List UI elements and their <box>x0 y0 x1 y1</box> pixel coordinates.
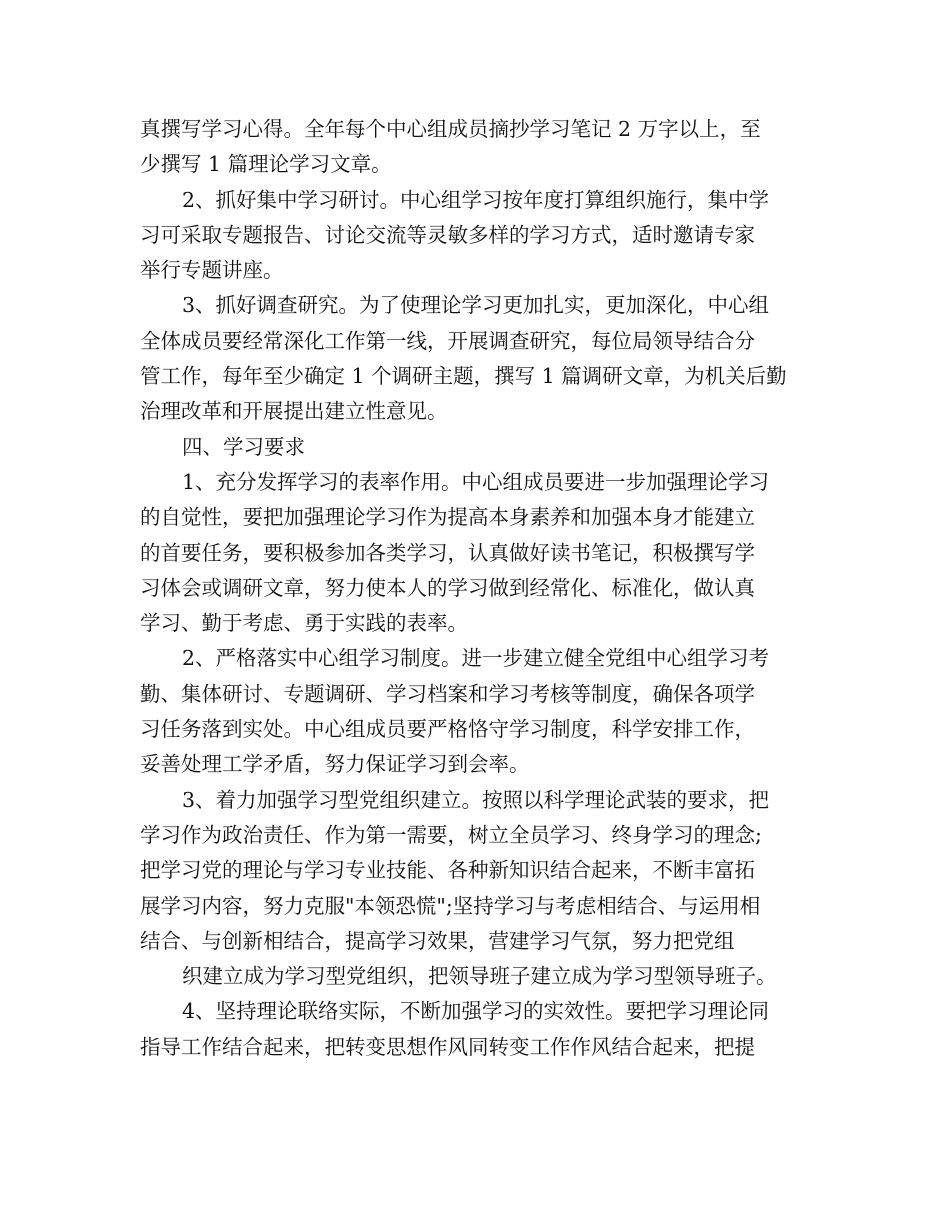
text-line: 习体会或调研文章，努力使本人的学习做到经常化、标准化，做认真 <box>140 575 755 600</box>
text-line: 2、严格落实中心组学习制度。进一步建立健全党组中心组学习考 <box>182 646 770 671</box>
text-line: 把学习党的理论与学习专业技能、各种新知识结合起来，不断丰富拓 <box>140 858 755 883</box>
text-line: 的首要任务，要积极参加各类学习，认真做好读书笔记，积极撰写学 <box>140 540 755 565</box>
text-line: 习任务落到实处。中心组成员要严格恪守学习制度，科学安排工作， <box>140 717 755 742</box>
text-line: 展学习内容，努力克服"本领恐慌";坚持学习与考虑相结合、与运用相 <box>140 893 761 918</box>
text-line: 少撰写 1 篇理论学习文章。 <box>140 152 392 177</box>
text-line: 3、着力加强学习型党组织建立。按照以科学理论武装的要求，把 <box>182 787 770 812</box>
text-line: 四、学习要求 <box>182 434 305 459</box>
text-line: 管工作，每年至少确定 1 个调研主题，撰写 1 篇调研文章，为机关后勤 <box>140 364 787 389</box>
text-line: 1、充分发挥学习的表率作用。中心组成员要进一步加强理论学习 <box>182 469 770 494</box>
text-line: 举行专题讲座。 <box>140 258 284 283</box>
text-line: 指导工作结合起来，把转变思想作风同转变工作作风结合起来，把提 <box>140 1034 755 1059</box>
text-line: 4、坚持理论联络实际，不断加强学习的实效性。要把学习理论同 <box>182 999 770 1024</box>
text-line: 真撰写学习心得。全年每个中心组成员摘抄学习笔记 2 万字以上，至 <box>140 117 761 141</box>
text-line: 的自觉性，要把加强理论学习作为提高本身素养和加强本身才能建立 <box>140 505 755 530</box>
text-line: 结合、与创新相结合，提高学习效果，营建学习气氛，努力把党组 <box>140 928 735 953</box>
text-line: 勤、集体研讨、专题调研、学习档案和学习考核等制度，确保各项学 <box>140 681 755 706</box>
text-line: 妥善处理工学矛盾，努力保证学习到会率。 <box>140 752 530 777</box>
text-line: 织建立成为学习型党组织，把领导班子建立成为学习型领导班子。 <box>182 964 777 989</box>
text-line: 2、抓好集中学习研讨。中心组学习按年度打算组织施行，集中学 <box>182 187 770 212</box>
text-line: 学习、勤于考虑、勇于实践的表率。 <box>140 611 468 636</box>
text-line: 学习作为政治责任、作为第一需要，树立全员学习、终身学习的理念; <box>140 822 762 847</box>
text-line: 全体成员要经常深化工作第一线，开展调查研究，每位局领导结合分 <box>140 328 755 353</box>
text-line: 治理改革和开展提出建立性意见。 <box>140 399 448 424</box>
text-line: 3、抓好调查研究。为了使理论学习更加扎实，更加深化，中心组 <box>182 293 770 318</box>
document-body <box>140 112 812 1065</box>
text-line: 习可采取专题报告、讨论交流等灵敏多样的学习方式，适时邀请专家 <box>140 222 755 247</box>
